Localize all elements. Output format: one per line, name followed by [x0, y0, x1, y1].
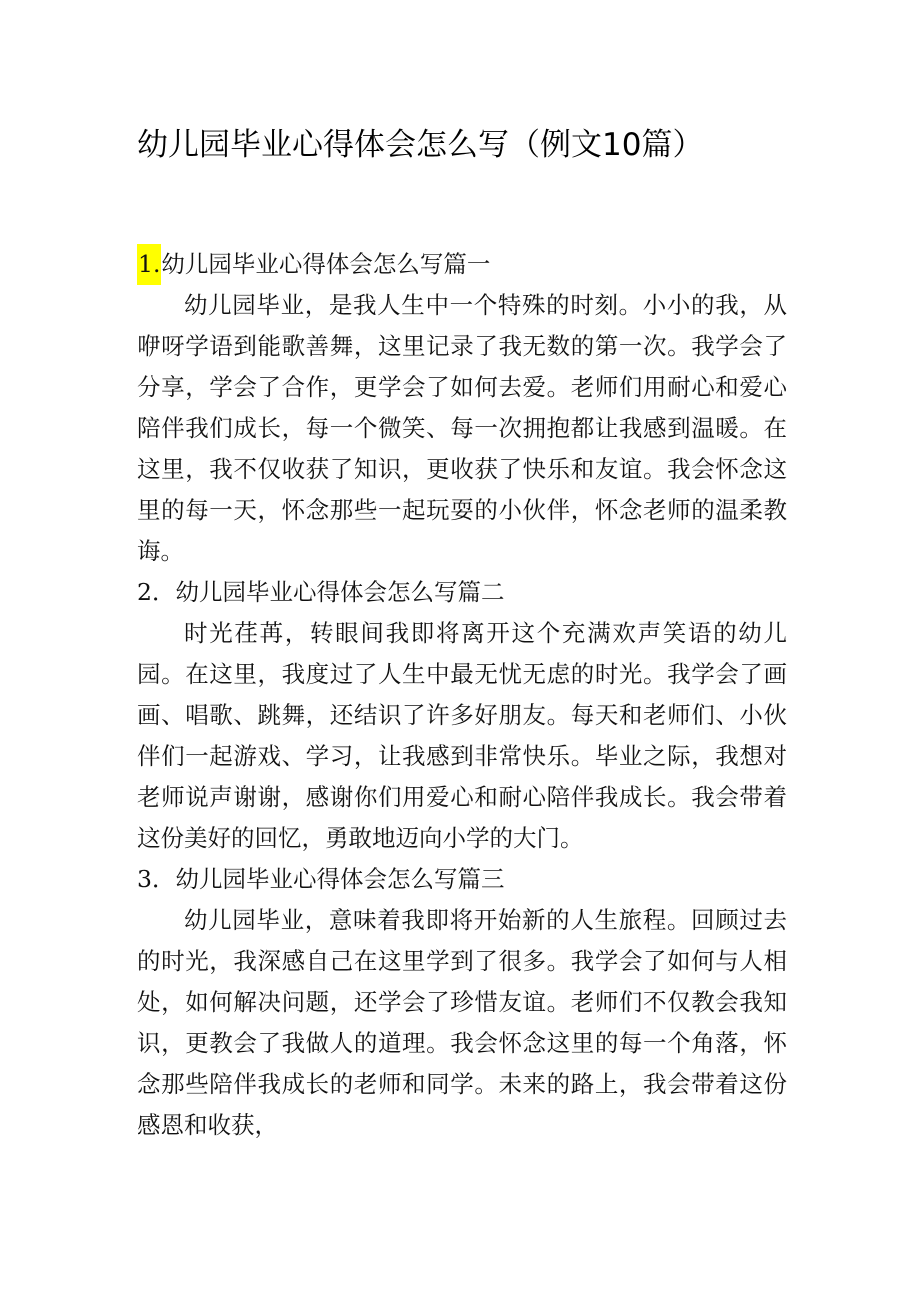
section-heading-1 [137, 244, 787, 285]
section-paragraph-2: 时光荏苒，转眼间我即将离开这个充满欢声笑语的幼儿园。在这里，我度过了人生中最无忧无虑的时光。我学会了画画、唱歌、跳舞，还结识了许多好朋友。每天和老师们、小伙伴们一起游戏、学习，让我感到非常快乐。毕业之际，我想对老师说声谢谢，感谢你们用爱心和耐心陪伴我成长。我会带着这份美好的回忆，勇敢地迈向小学的大门。 [137, 619, 787, 852]
section-paragraph-3: 幼儿园毕业，意味着我即将开始新的人生旅程。回顾过去的时光，我深感自己在这里学到了很多。我学会了如何与人相处，如何解决问题，还学会了珍惜友谊。老师们不仅教会我知识，更教会了我做人的道理。我会怀念这里的每一个角落，怀念那些陪伴我成长的老师和同学。未来的路上，我会带着这份感恩和收获， [137, 906, 787, 1139]
document-body [137, 244, 787, 1146]
section-number: 2． [137, 578, 176, 606]
section-number: 3． [137, 865, 176, 893]
section-heading-2 [137, 572, 787, 613]
section-heading-text: 幼儿园毕业心得体会怎么写篇三 [175, 865, 505, 893]
section-paragraph-1: 幼儿园毕业，是我人生中一个特殊的时刻。小小的我，从咿呀学语到能歌善舞，这里记录了我无数的第一次。我学会了分享，学会了合作，更学会了如何去爱。老师们用耐心和爱心陪伴我们成长，每一个微笑、每一次拥抱都让我感到温暖。在这里，我不仅收获了知识，更收获了快乐和友谊。我会怀念这里的每一天，怀念那些一起玩耍的小伙伴，怀念老师的温柔教诲。 [137, 291, 787, 565]
section-heading-text: 幼儿园毕业心得体会怎么写篇一 [161, 250, 491, 278]
document-title: 幼儿园毕业心得体会怎么写（例文10篇） [137, 127, 704, 163]
section-heading-text: 幼儿园毕业心得体会怎么写篇二 [175, 578, 505, 606]
section-heading-3 [137, 859, 787, 900]
section-number-1-highlighted: 1. [137, 244, 161, 285]
